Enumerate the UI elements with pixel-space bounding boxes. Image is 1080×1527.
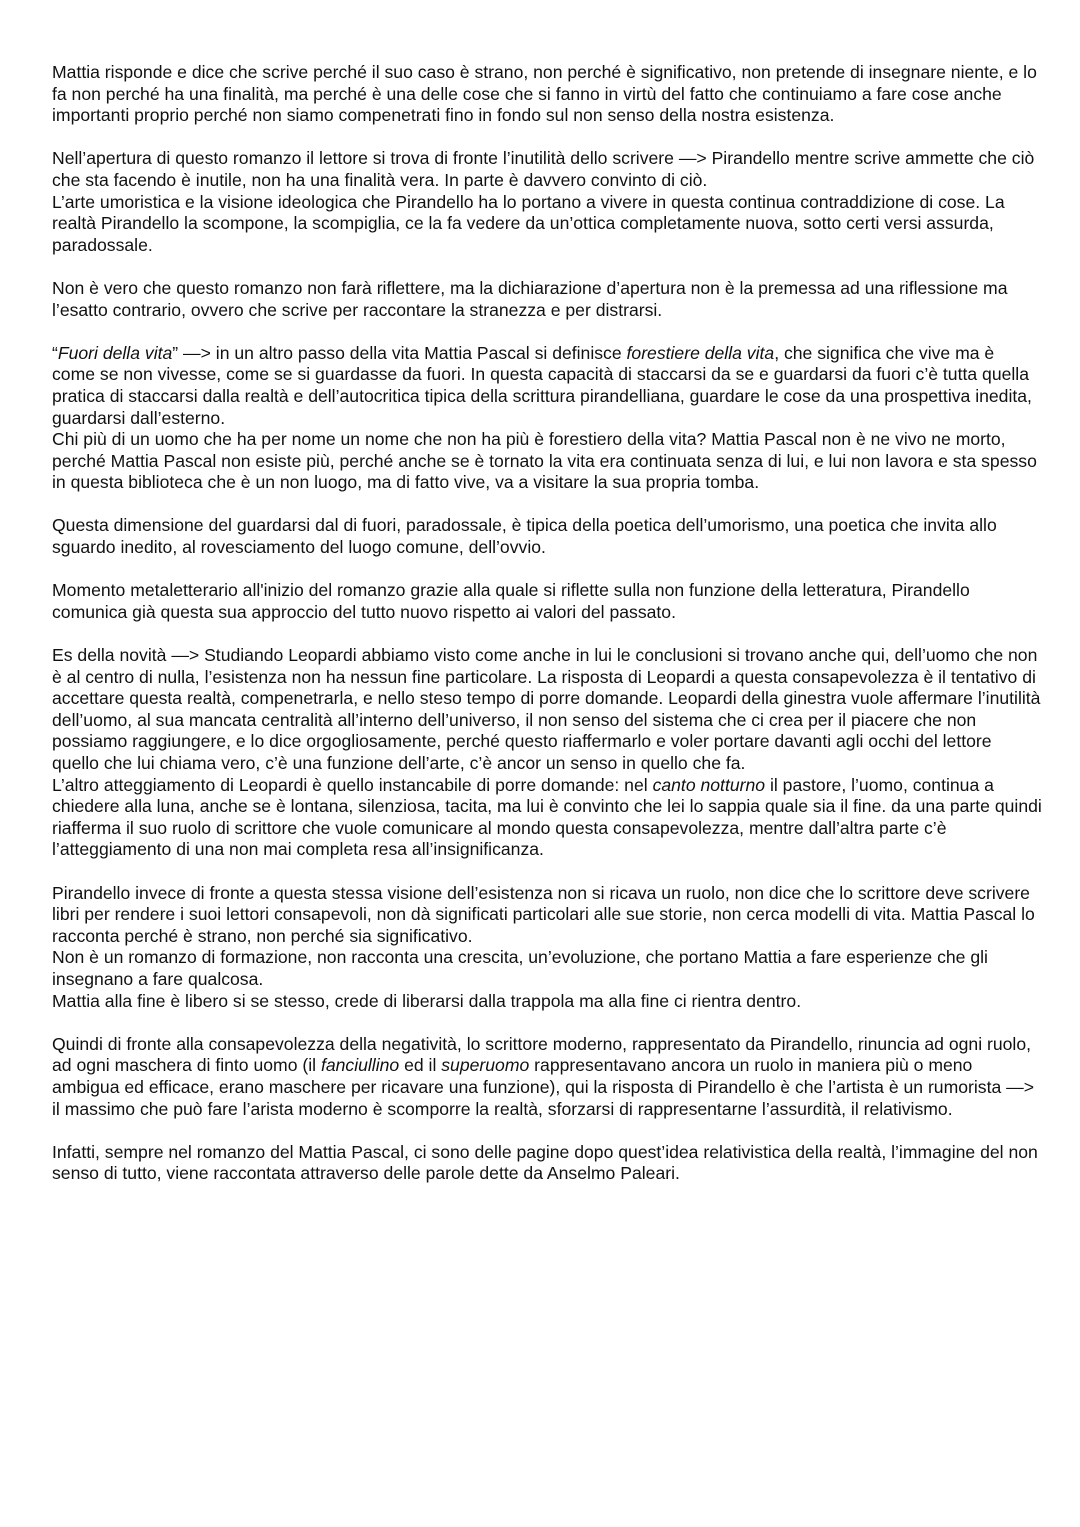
paragraph bbox=[52, 278, 1042, 321]
paragraph-text: Quindi di fronte alla consapevolezza della negatività, lo scrittore moderno, rappresentato da Pirandello, rinuncia ad ogni ruolo, ad ogni maschera di finto uomo (il bbox=[52, 1033, 1031, 1076]
paragraph-text: Mattia alla fine è libero si se stesso, crede di liberarsi dalla trappola ma alla fine ci rientra dentro. bbox=[52, 990, 802, 1011]
paragraph bbox=[52, 62, 1042, 127]
italic-text: canto notturno bbox=[652, 774, 766, 795]
paragraph bbox=[52, 580, 1042, 623]
paragraph-text: Infatti, sempre nel romanzo del Mattia Pascal, ci sono delle pagine dopo quest’idea relativistica della realtà, l’immagine del non senso di tutto, viene raccontata attraverso delle parole dette da Anselmo Paleari. bbox=[52, 1141, 1038, 1184]
italic-text: superuomo bbox=[441, 1055, 530, 1076]
paragraph-text: Nell’apertura di questo romanzo il lettore si trova di fronte l’inutilità dello scrivere —> Pirandello mentre scrive ammette che ciò che sta facendo è inutile, non ha una finalità vera. In parte è davvero convinto di ciò. bbox=[52, 148, 1035, 190]
paragraph-text: L’altro atteggiamento di Leopardi è quello instancabile di porre domande: nel bbox=[52, 774, 653, 795]
paragraph bbox=[52, 947, 1042, 990]
paragraph-text: Mattia risponde e dice che scrive perché il suo caso è strano, non perché è significativo, non pretende di insegnare niente, e lo fa non perché ha una finalità, ma perché è una delle cose che si fanno in virtù del fatto che continuiamo a fare cose anche importanti proprio perché non siamo compenetrati fino in fondo sul non senso della nostra esistenza. bbox=[52, 62, 1037, 126]
paragraph-text: Non è vero che questo romanzo non farà riflettere, ma la dichiarazione d’apertura non è la premessa ad una riflessione ma l’esatto contrario, ovvero che scrive per raccontare la stranezza e per distrarsi. bbox=[52, 277, 1008, 320]
italic-text: fanciullino bbox=[320, 1055, 400, 1076]
paragraph bbox=[52, 515, 1042, 558]
paragraph-text: , che significa che vive ma è come se non vivesse, come se si guardasse da fuori. In questa capacità di staccarsi da se e guardarsi da fuori c’è tutta quella pratica di staccarsi dalla realtà e dell’autocritica tipica della scrittura pirandelliana, guardare le cose da una prospettiva inedita, guardarsi dall’esterno. bbox=[52, 342, 1032, 428]
paragraph-text: rappresentavano ancora un ruolo in maniera più o meno ambigua ed efficace, erano maschere per ricavare una funzione), qui la risposta di Pirandello è che l’artista è un rumorista —> il massimo che può fare l’arista moderno è scomporre la realtà, sforzarsi di rappresentarne l’assurdità, il relativismo. bbox=[52, 1055, 1035, 1119]
italic-text: Fuori della vita bbox=[57, 342, 173, 363]
italic-text: forestiere della vita bbox=[626, 342, 775, 363]
paragraph-text: Chi più di un uomo che ha per nome un nome che non ha più è forestiero della vita? Mattia Pascal non è ne vivo ne morto, perché Mattia Pascal non esiste più, perché anche se è tornato la vita era continuata senza di lui, e lui non lavora e sta spesso in questa biblioteca che è un non luogo, ma di fatto vive, va a visitare la sua propria tomba. bbox=[52, 429, 1037, 493]
paragraph-text: ” —> in un altro passo della vita Mattia Pascal si definisce bbox=[172, 342, 627, 363]
document-page bbox=[52, 62, 1042, 1206]
paragraph-text: Questa dimensione del guardarsi dal di fuori, paradossale, è tipica della poetica dell’umorismo, una poetica che invita allo sguardo inedito, al rovesciamento del luogo comune, dell’ovvio. bbox=[52, 515, 997, 558]
paragraph-text: Es della novità —> Studiando Leopardi abbiamo visto come anche in lui le conclusioni si trovano anche qui, dell’uomo che non è al centro di nulla, l’esistenza non ha nessun fine particolare. La risposta di Leopardi a questa consapevolezza è il tentativo di accettare questa realtà, compenetrarla, e nello steso tempo di porre domande. Leopardi della ginestra vuole affermare l’inutilità dell’uomo, al sua mancata centralità all’interno dell’universo, il non senso del sistema che ci crea per il piacere che non possiamo raggiungere, e lo dice orgogliosamente, perché questo riaffermarlo e voler portare davanti agli occhi del lettore quello che lui chiama vero, c’è una funzione dell’arte, c’è ancor un senso in quello che fa. bbox=[52, 645, 1041, 773]
paragraph-text: “ bbox=[52, 342, 58, 363]
paragraph-text: Non è un romanzo di formazione, non racconta una crescita, un’evoluzione, che portano Mattia a fare esperienze che gli insegnano a fare qualcosa. bbox=[52, 947, 988, 989]
paragraph bbox=[52, 1034, 1042, 1120]
paragraph bbox=[52, 883, 1042, 948]
paragraph bbox=[52, 645, 1042, 775]
paragraph bbox=[52, 429, 1042, 494]
paragraph bbox=[52, 148, 1042, 191]
paragraph-text: Momento metaletterario all'inizio del romanzo grazie alla quale si riflette sulla non funzione della letteratura, Pirandello comunica già questa sua approccio del tutto nuovo rispetto ai valori del passato. bbox=[52, 580, 970, 622]
paragraph bbox=[52, 343, 1042, 429]
paragraph-text: il pastore, l’uomo, continua a chiedere alla luna, anche se è lontana, silenziosa, tacita, ma lui è convinto che lei lo sappia quale sia il fine. da una parte quindi riafferma il suo ruolo di scrittore che vuole comunicare al mondo questa consapevolezza, mentre dall’altra parte c’è l’atteggiamento di una non mai completa resa all’insignificanza. bbox=[52, 774, 1042, 860]
paragraph-text: L’arte umoristica e la visione ideologica che Pirandello ha lo portano a vivere in questa continua contraddizione di cose. La realtà Pirandello la scompone, la scompiglia, ce la fa vedere da un’ottica completamente nuova, sotto certi versi assurda, paradossale. bbox=[52, 191, 1005, 255]
paragraph bbox=[52, 775, 1042, 861]
paragraph bbox=[52, 1142, 1042, 1185]
paragraph bbox=[52, 192, 1042, 257]
paragraph-text: Pirandello invece di fronte a questa stessa visione dell’esistenza non si ricava un ruolo, non dice che lo scrittore deve scrivere libri per rendere i suoi lettori consapevoli, non dà significati particolari alle sue storie, non cerca modelli di vita. Mattia Pascal lo racconta perché è strano, non perché sia significativo. bbox=[52, 882, 1035, 946]
paragraph bbox=[52, 991, 1042, 1013]
paragraph-text: ed il bbox=[399, 1055, 442, 1076]
